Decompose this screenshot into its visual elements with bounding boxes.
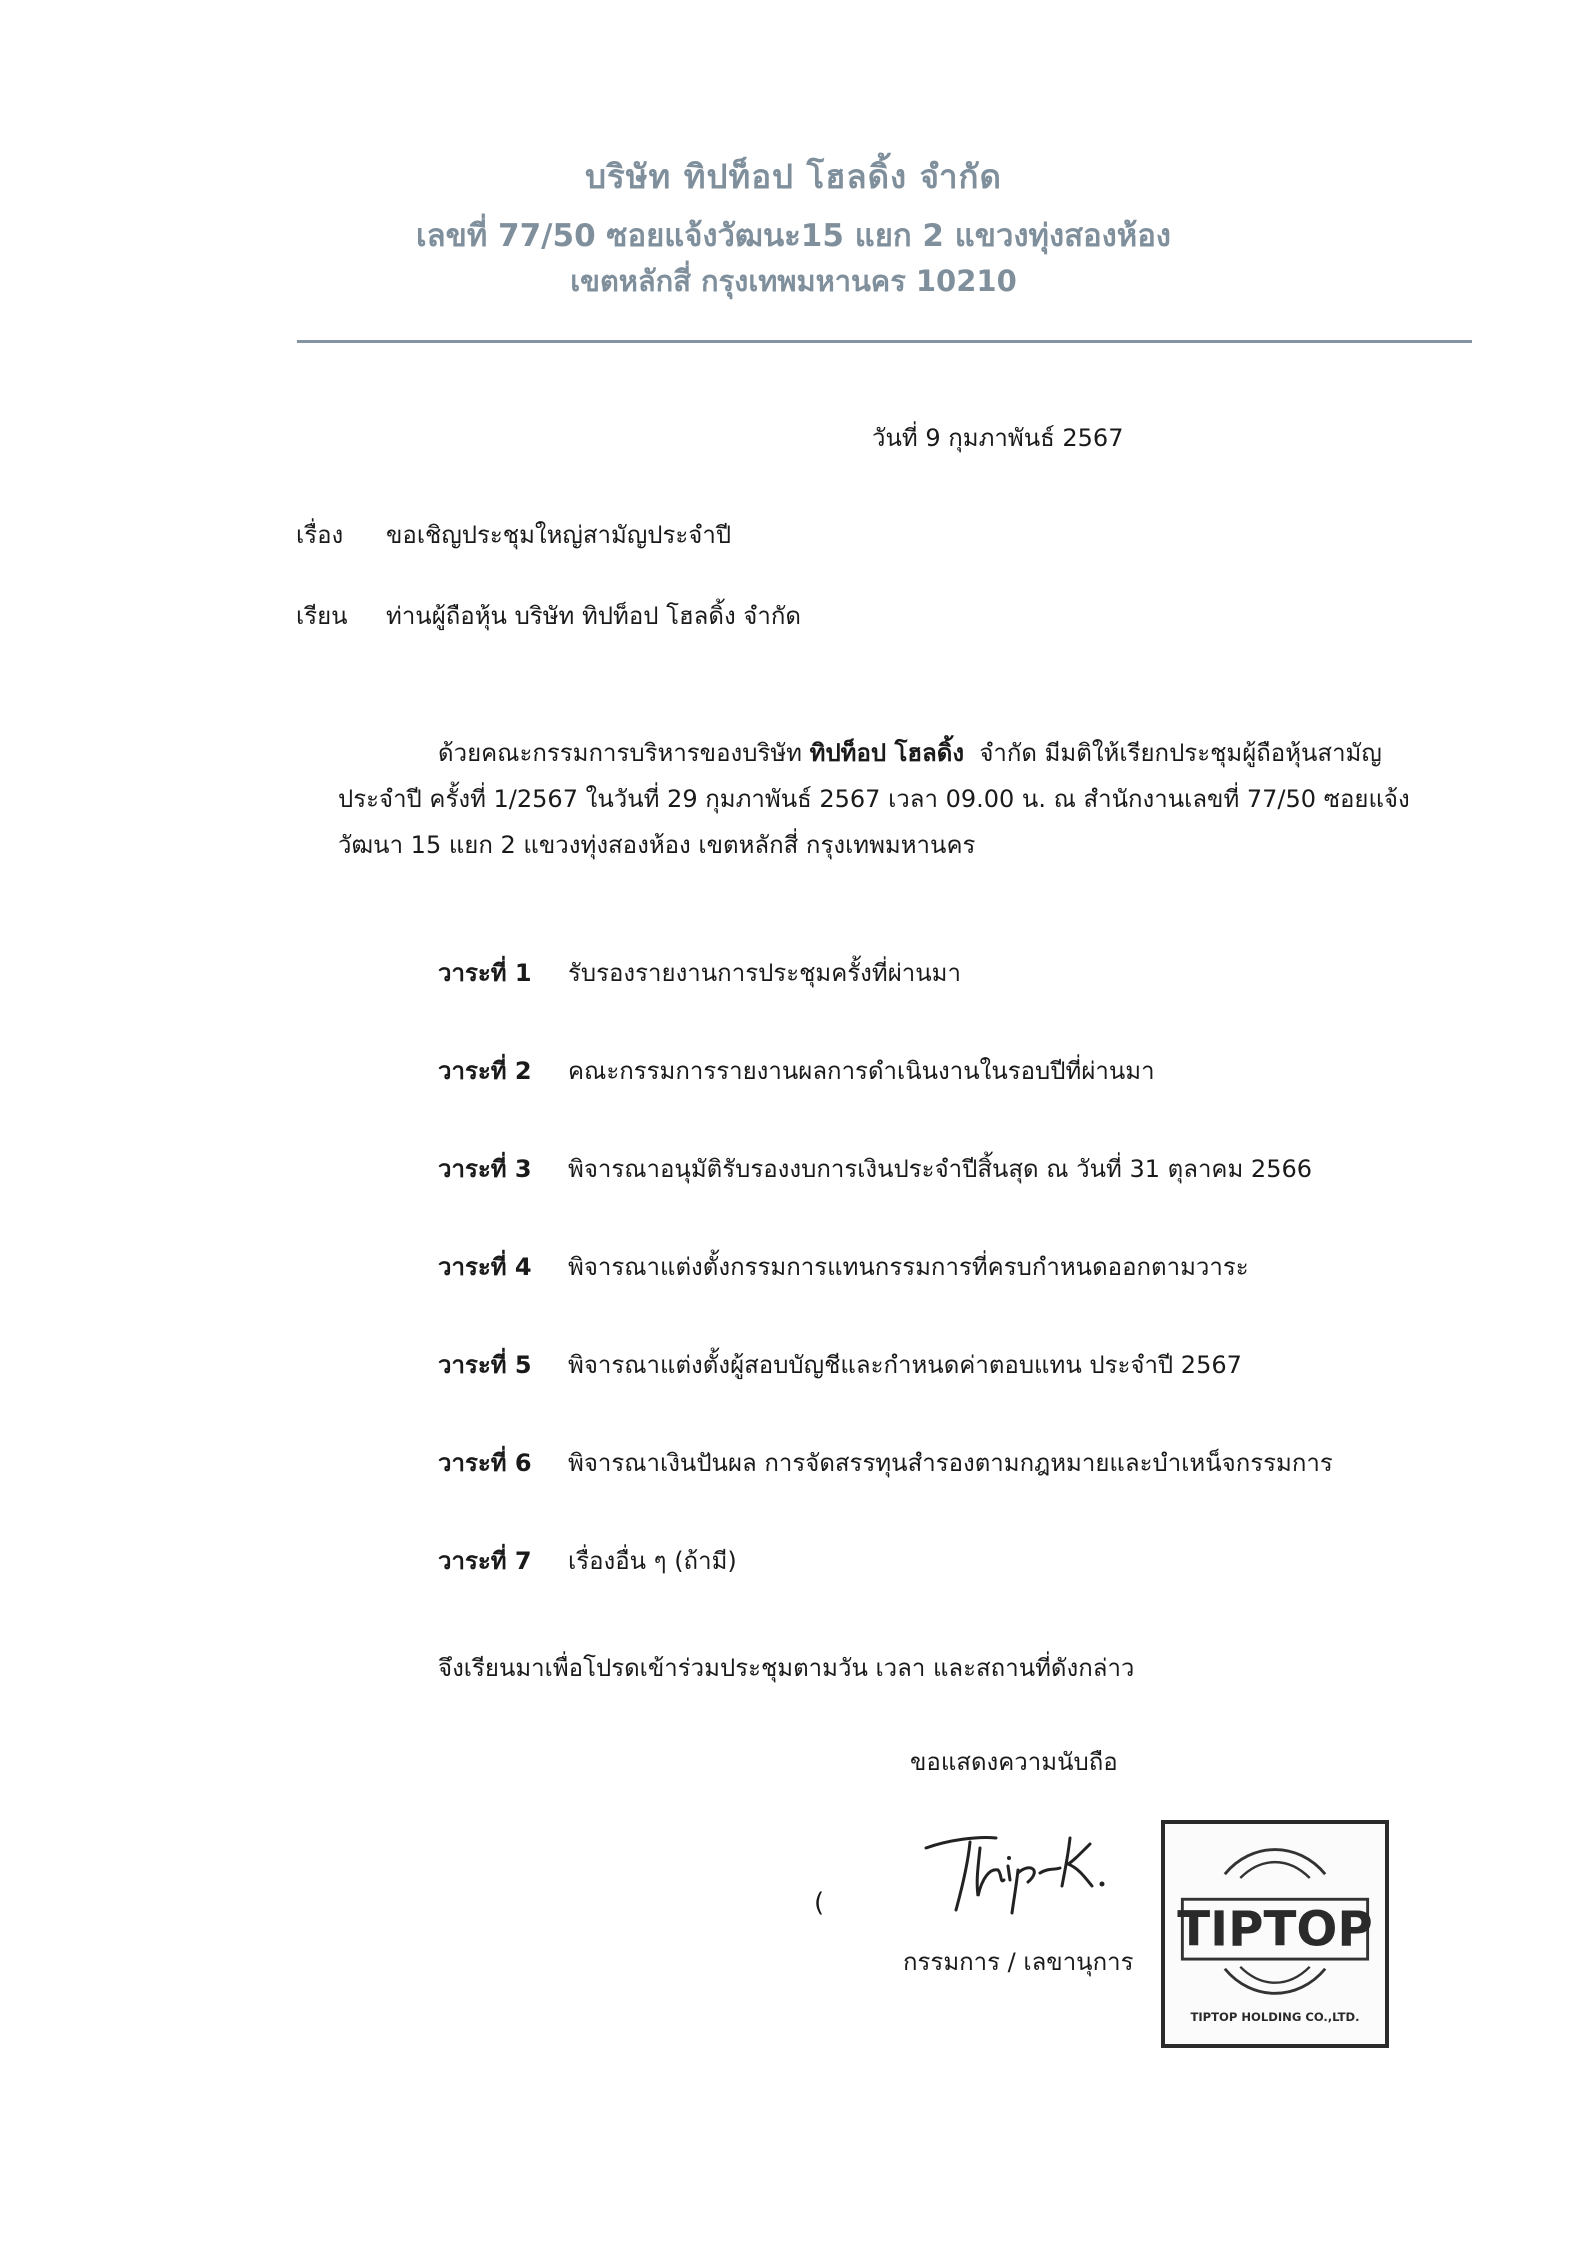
closing-sentence: จึงเรียนมาเพื่อโปรดเข้าร่วมประชุมตามวัน เวลา และสถานที่ดังกล่าว xyxy=(438,1654,1135,1682)
body-line-1 xyxy=(338,730,1498,776)
agenda-text: พิจารณาแต่งตั้งผู้สอบบัญชีและกำหนดค่าตอบแทน ประจำปี 2567 xyxy=(568,1351,1242,1379)
company-name: บริษัท ทิปท็อป โฮลดิ้ง จำกัด xyxy=(585,157,1002,196)
letterhead-divider xyxy=(297,340,1472,343)
stamp-company-name: TIPTOP HOLDING CO.,LTD. xyxy=(1190,2009,1360,2024)
signature-open-paren: ( xyxy=(814,1888,825,1918)
agenda-number: วาระที่ 2 xyxy=(438,1057,532,1085)
recipient-line xyxy=(296,596,801,635)
agenda-item xyxy=(438,1448,1478,1546)
agenda-item xyxy=(438,958,1478,1056)
subject-label: เรื่อง xyxy=(296,521,344,549)
recipient-text: ท่านผู้ถือหุ้น บริษัท ทิปท็อป โฮลดิ้ง จำกัด xyxy=(386,602,801,630)
agenda-number: วาระที่ 5 xyxy=(438,1351,532,1379)
agenda-number: วาระที่ 3 xyxy=(438,1155,532,1183)
body-part-2: จำกัด มีมติให้เรียกประชุมผู้ถือหุ้นสามัญ xyxy=(979,739,1382,767)
agenda-item xyxy=(438,1350,1478,1448)
agenda-number: วาระที่ 7 xyxy=(438,1547,532,1575)
agenda-list xyxy=(438,958,1478,1644)
letter-date: วันที่ 9 กุมภาพันธ์ 2567 xyxy=(872,424,1124,452)
agenda-text: พิจารณาเงินปันผล การจัดสรรทุนสำรองตามกฎหมายและบำเหน็จกรรมการ xyxy=(568,1449,1333,1477)
agenda-number: วาระที่ 6 xyxy=(438,1449,532,1477)
company-address-line-2: เขตหลักสี่ กรุงเทพมหานคร 10210 xyxy=(570,264,1017,298)
regards: ขอแสดงความนับถือ xyxy=(910,1748,1118,1776)
agenda-text: พิจารณาอนุมัติรับรองงบการเงินประจำปีสิ้นสุด ณ วันที่ 31 ตุลาคม 2566 xyxy=(568,1155,1312,1183)
body-part-1: ด้วยคณะกรรมการบริหารของบริษัท xyxy=(438,739,802,767)
body-line-3: วัฒนา 15 แยก 2 แขวงทุ่งสองห้อง เขตหลักสี่ กรุงเทพมหานคร xyxy=(338,831,976,859)
letter-body xyxy=(338,730,1498,868)
agenda-text: เรื่องอื่น ๆ (ถ้ามี) xyxy=(568,1547,737,1575)
agenda-text: รับรองรายงานการประชุมครั้งที่ผ่านมา xyxy=(568,959,961,987)
agenda-text: คณะกรรมการรายงานผลการดำเนินงานในรอบปีที่ผ่านมา xyxy=(568,1057,1155,1085)
subject-text: ขอเชิญประชุมใหญ่สามัญประจำปี xyxy=(386,521,732,549)
company-stamp xyxy=(1161,1820,1389,2048)
agenda-item xyxy=(438,1056,1478,1154)
agenda-item xyxy=(438,1154,1478,1252)
body-line-2: ประจำปี ครั้งที่ 1/2567 ในวันที่ 29 กุมภาพันธ์ 2567 เวลา 09.00 น. ณ สำนักงานเลขที่ 77/50 ซอยแจ้ง xyxy=(338,785,1410,813)
body-company-bold: ทิปท็อป โฮลดิ้ง xyxy=(809,739,965,767)
agenda-item xyxy=(438,1546,1478,1644)
agenda-number: วาระที่ 4 xyxy=(438,1253,532,1281)
subject-line xyxy=(296,515,731,554)
company-address-line-1: เลขที่ 77/50 ซอยแจ้งวัฒนะ15 แยก 2 แขวงทุ่งสองห้อง xyxy=(416,218,1171,254)
handwritten-signature xyxy=(918,1818,1118,1918)
signer-title: กรรมการ / เลขานุการ xyxy=(903,1948,1134,1976)
agenda-number: วาระที่ 1 xyxy=(438,959,532,987)
stamp-brand-name: TIPTOP xyxy=(1177,1901,1373,1958)
agenda-text: พิจารณาแต่งตั้งกรรมการแทนกรรมการที่ครบกำหนดออกตามวาระ xyxy=(568,1253,1249,1281)
recipient-label: เรียน xyxy=(296,602,348,630)
agenda-item xyxy=(438,1252,1478,1350)
